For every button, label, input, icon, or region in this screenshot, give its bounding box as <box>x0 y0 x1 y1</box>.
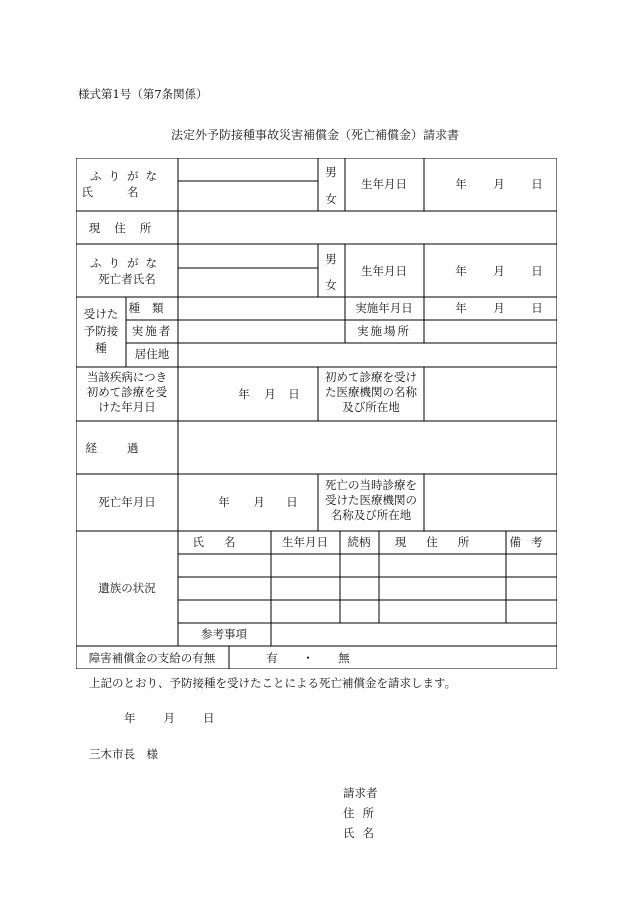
date-line <box>124 710 215 726</box>
vaccine-type-label: 種類 <box>128 301 176 315</box>
progress-label: 経過 <box>85 441 169 455</box>
requester-label: 請求者 <box>343 786 378 800</box>
vaccination-day-unit: 日 <box>531 301 543 315</box>
vaccination-group-label-3: 種 <box>95 341 107 355</box>
requester-name-label: 氏名 <box>343 826 382 840</box>
deceased-birth-month-unit: 月 <box>493 264 505 278</box>
vaccination-place-label: 実施場所 <box>357 324 411 338</box>
current-address-label: 現住所 <box>88 221 166 235</box>
death-date-label: 死亡年月日 <box>98 495 156 509</box>
death-year-unit: 年 <box>218 495 230 509</box>
bereaved-name-header: 氏名 <box>192 535 256 549</box>
option-no: 無 <box>338 651 350 665</box>
option-yes: 有 <box>266 651 278 665</box>
date-day-unit: 日 <box>203 711 215 725</box>
deceased-birth-year-unit: 年 <box>455 264 467 278</box>
first-exam-facility-label-1: 初めて診療を受け <box>325 370 417 384</box>
first-exam-date-label-3: けた年月日 <box>98 400 156 414</box>
form-number: 様式第1号（第7条関係） <box>78 87 208 101</box>
birth-day-unit: 日 <box>531 177 543 191</box>
deceased-birth-day-unit: 日 <box>531 264 543 278</box>
first-exam-day-unit: 日 <box>288 387 300 401</box>
bereaved-relation-header: 続柄 <box>347 535 371 549</box>
death-day-unit: 日 <box>286 495 298 509</box>
vaccination-month-unit: 月 <box>493 301 505 315</box>
bereaved-status-label: 遺族の状況 <box>98 581 156 595</box>
deceased-name-label: 死亡者氏名 <box>98 272 156 286</box>
vaccination-group-label-1: 受けた <box>83 307 119 321</box>
date-year-unit: 年 <box>124 711 136 725</box>
first-exam-facility-label-2: た医療機関の名称 <box>325 385 417 399</box>
female-label: 女 <box>325 192 337 206</box>
first-exam-facility-label-3: 及び所在地 <box>342 400 400 414</box>
birth-year-unit: 年 <box>455 177 467 191</box>
claim-form-table <box>76 158 557 669</box>
vaccination-date-label: 実施年月日 <box>355 301 413 315</box>
requester-address-label: 住所 <box>343 806 382 820</box>
reference-label: 参考事項 <box>201 627 247 641</box>
deceased-female-label: 女 <box>325 278 337 292</box>
death-facility-label-2: 受けた医療機関の <box>325 493 417 507</box>
first-exam-month-unit: 月 <box>264 387 276 401</box>
declaration-text: 上記のとおり、予防接種を受けたことによる死亡補償金を請求します。 <box>89 676 457 690</box>
addressee: 三木市長 様 <box>89 747 158 761</box>
death-facility-label-1: 死亡の当時診療を <box>325 478 417 492</box>
bereaved-address-header: 現住所 <box>394 535 490 549</box>
deceased-male-label: 男 <box>325 252 337 266</box>
bereaved-birth-date-header: 生年月日 <box>282 535 328 549</box>
residence-label: 居住地 <box>134 347 170 361</box>
performer-label: 実施者 <box>131 324 173 338</box>
birth-month-unit: 月 <box>493 177 505 191</box>
vaccination-group-label-2: 予防接 <box>83 324 119 338</box>
first-exam-date-label-1: 当該疾病につき <box>86 370 168 384</box>
first-exam-year-unit: 年 <box>238 387 250 401</box>
bereaved-note-header: 備考 <box>509 535 553 549</box>
date-month-unit: 月 <box>163 711 175 725</box>
disability-paid-label: 障害補償金の支給の有無 <box>88 651 216 665</box>
option-separator: ・ <box>302 651 314 665</box>
form-title: 法定外予防接種事故災害補償金（死亡補償金）請求書 <box>170 128 459 142</box>
deceased-furigana-label: ふりがな <box>90 256 164 270</box>
first-exam-date-label-2: 初めて診療を受 <box>86 385 168 399</box>
birth-date-label: 生年月日 <box>361 177 407 191</box>
vaccination-year-unit: 年 <box>455 301 467 315</box>
death-month-unit: 月 <box>253 495 265 509</box>
furigana-label: ふりがな <box>90 169 164 183</box>
male-label: 男 <box>325 165 337 179</box>
deceased-birth-date-label: 生年月日 <box>361 264 407 278</box>
death-facility-label-3: 名称及び所在地 <box>330 508 412 522</box>
name-label: 氏名 <box>81 185 173 199</box>
